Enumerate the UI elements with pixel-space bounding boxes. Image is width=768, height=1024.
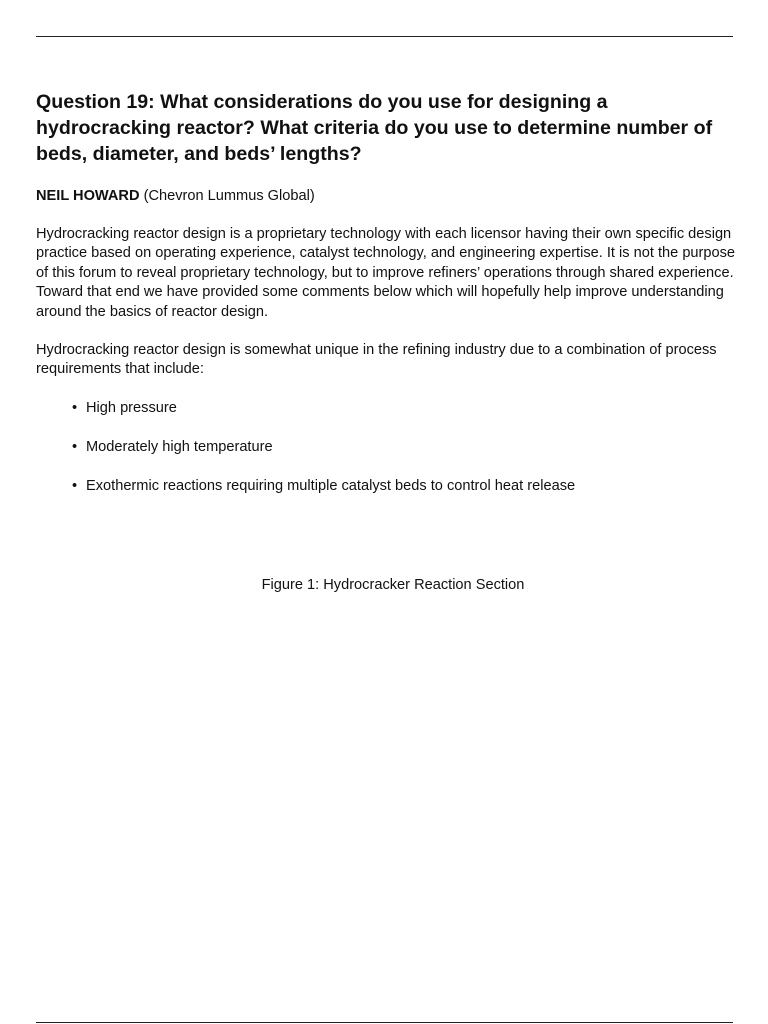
bullet-icon: •: [72, 399, 78, 416]
paragraph-requirements: Hydrocracking reactor design is somewhat unique in the refining industry due to a combination of process requirements that include:: [36, 342, 717, 378]
author-affiliation: (Chevron Lummus Global): [143, 188, 315, 204]
question-heading: Question 19: What considerations do you use for designing a hydrocracking reactor? What criteria do you use to determine number of beds, diameter, and beds’ lengths?: [36, 91, 713, 165]
top-rule: [36, 36, 733, 37]
bullet-icon: •: [72, 477, 78, 494]
list-item-text: High pressure: [86, 399, 177, 416]
list-item: [36, 477, 736, 496]
paragraph-intro: Hydrocracking reactor design is a proprietary technology with each licensor having their own specific design practice based on operating experience, catalyst technology, and engineering expertise. It is not the purpose of this forum to reveal proprietary technology, but to improve refiners’ operations through shared experience. Toward that end we have provided some comments below which will hopefully help improve understanding around the basics of reactor design.: [36, 226, 736, 320]
bullet-icon: •: [72, 438, 78, 455]
author-name: NEIL HOWARD: [36, 188, 140, 204]
list-item: [36, 399, 736, 418]
list-item-text: Exothermic reactions requiring multiple catalyst beds to control heat release: [86, 477, 576, 494]
list-item-text: Moderately high temperature: [86, 438, 273, 455]
requirements-list: [36, 399, 736, 496]
author-line: [36, 187, 736, 206]
bottom-rule: [36, 1022, 733, 1023]
list-item: [36, 438, 736, 457]
document-body: [36, 89, 736, 516]
figure-caption: Figure 1: Hydrocracker Reaction Section: [261, 577, 525, 593]
